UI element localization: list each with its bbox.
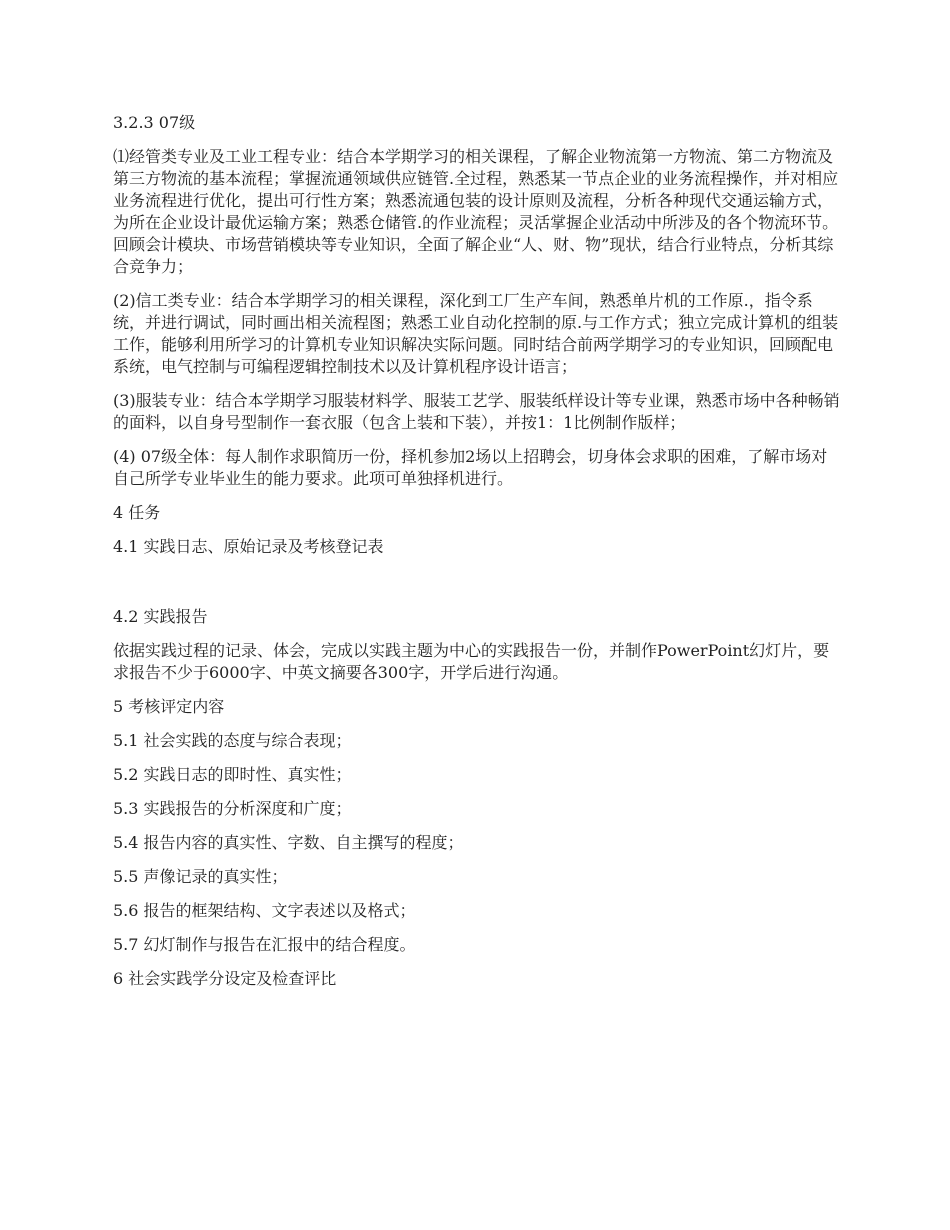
section-heading-4-2: 4.2 实践报告	[113, 607, 208, 626]
list-item: 5.4 报告内容的真实性、字数、自主撰写的程度；	[113, 833, 464, 852]
document-body	[113, 112, 843, 1002]
section-heading-4-1: 4.1 实践日志、原始记录及考核登记表	[113, 537, 384, 556]
paragraph-management-majors: ⑴经管类专业及工业工程专业：结合本学期学习的相关课程，了解企业物流第一方物流、第二方物流及第三方物流的基本流程；掌握流通领域供应链管.全过程，熟悉某一节点企业的业务流程操作，并对相应业务流程进行优化，提出可行性方案；熟悉流通包装的设计原则及流程，分析各种现代交通运输方式，为所在企业设计最优运输方案；熟悉仓储管.的作业流程；灵活掌握企业活动中所涉及的各个物流环节。回顾会计模块、市场营销模块等专业知识，全面了解企业“人、财、物”现状，结合行业特点，分析其综合竞争力；	[113, 147, 839, 276]
paragraph-practice-report: 依据实践过程的记录、体会，完成以实践主题为中心的实践报告一份，并制作PowerPoint幻灯片，要求报告不少于6000字、中英文摘要各300字，开学后进行沟通。	[113, 641, 830, 682]
paragraph-fashion-major: (3)服装专业：结合本学期学习服装材料学、服装工艺学、服装纸样设计等专业课，熟悉市场中各种畅销的面料，以自身号型制作一套衣服（包含上装和下装），并按1：1比例制作版样；	[113, 391, 840, 432]
list-item: 5.6 报告的框架结构、文字表述以及格式；	[113, 901, 416, 920]
section-heading-4: 4 任务	[113, 503, 161, 522]
section-heading-3-2-3: 3.2.3 07级	[113, 113, 196, 132]
list-item: 5.5 声像记录的真实性；	[113, 867, 288, 886]
section-heading-5: 5 考核评定内容	[113, 697, 225, 716]
list-item: 5.7 幻灯制作与报告在汇报中的结合程度。	[113, 935, 416, 954]
blank-space	[113, 570, 843, 606]
list-item: 5.1 社会实践的态度与综合表现；	[113, 731, 352, 750]
paragraph-info-eng-majors: (2)信工类专业：结合本学期学习的相关课程，深化到工厂生产车间，熟悉单片机的工作原.，指令系统，并进行调试，同时画出相关流程图；熟悉工业自动化控制的原.与工作方式；独立完成计算机的组装工作，能够利用所学习的计算机专业知识解决实际问题。同时结合前两学期学习的专业知识，回顾配电系统，电气控制与可编程逻辑控制技术以及计算机程序设计语言；	[113, 291, 839, 376]
list-item: 5.3 实践报告的分析深度和广度；	[113, 799, 352, 818]
section-heading-6: 6 社会实践学分设定及检查评比	[113, 969, 337, 988]
list-item: 5.2 实践日志的即时性、真实性；	[113, 765, 352, 784]
paragraph-all-07: (4) 07级全体：每人制作求职简历一份，择机参加2场以上招聘会，切身体会求职的困难，了解市场对自己所学专业毕业生的能力要求。此项可单独择机进行。	[113, 447, 828, 488]
